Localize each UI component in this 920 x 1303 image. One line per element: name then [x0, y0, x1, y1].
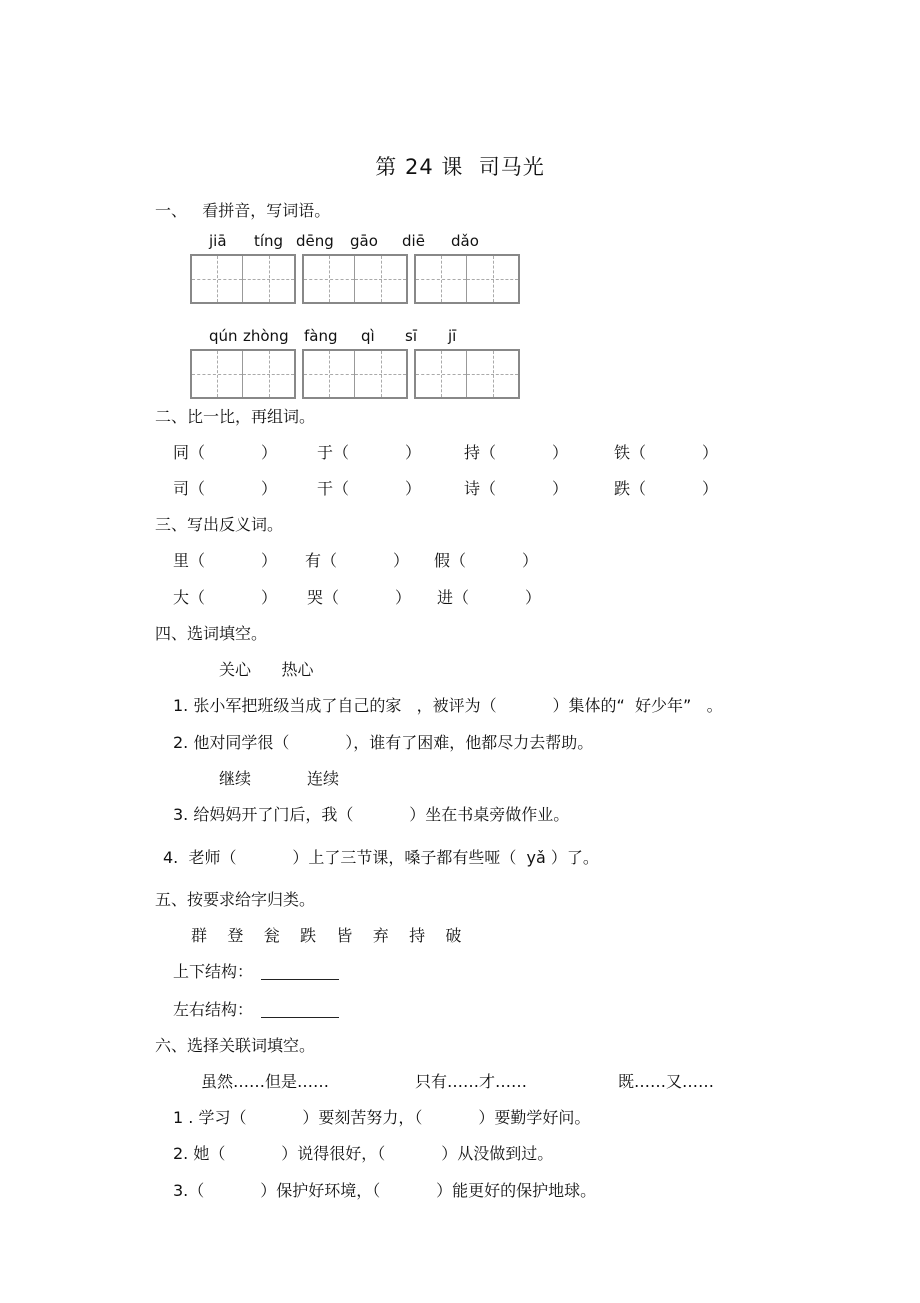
- pinyin: diē: [402, 232, 425, 250]
- answer-line[interactable]: [261, 965, 339, 980]
- antonym-item[interactable]: 大（ ）: [173, 588, 277, 607]
- antonym-item[interactable]: 里（ ）: [173, 551, 277, 570]
- question[interactable]: 1. 张小军把班级当成了自己的家 ，被评为（ ）集体的“ 好少年” 。: [173, 696, 723, 715]
- writing-grid-2[interactable]: [190, 349, 526, 399]
- section-2-heading: 二、比一比，再组词。: [155, 407, 316, 426]
- pinyin: dēng: [296, 232, 334, 250]
- word-choices: 关心 热心: [219, 660, 314, 679]
- char-list: 群 登 瓮 跌 皆 弃 持 破: [191, 926, 462, 945]
- category-label: 左右结构：: [173, 1002, 339, 1018]
- writing-grid-1[interactable]: [190, 254, 526, 304]
- page-title: 第 24 课 司马光: [375, 155, 545, 179]
- answer-line[interactable]: [261, 1003, 339, 1018]
- question[interactable]: 4. 老师（ ）上了三节课，嗓子都有些哑（ yǎ ）了。: [163, 848, 599, 867]
- antonym-item[interactable]: 哭（ ）: [307, 588, 411, 607]
- antonym-item[interactable]: 有（ ）: [305, 551, 409, 570]
- antonym-item[interactable]: 假（ ）: [434, 551, 538, 570]
- section-6-heading: 六、选择关联词填空。: [155, 1036, 316, 1055]
- pinyin: fàng: [304, 327, 338, 345]
- compare-item[interactable]: 跌（ ）: [614, 479, 718, 498]
- pinyin: zhòng: [243, 327, 289, 345]
- compare-item[interactable]: 司（ ）: [173, 479, 277, 498]
- conjunction-option: 既……又……: [618, 1072, 715, 1091]
- compare-item[interactable]: 持（ ）: [464, 443, 568, 462]
- compare-item[interactable]: 干（ ）: [317, 479, 421, 498]
- pinyin: dǎo: [451, 232, 479, 250]
- question[interactable]: 2. 她（ ）说得很好，（ ）从没做到过。: [173, 1144, 554, 1163]
- pinyin: jiā: [209, 232, 227, 250]
- compare-item[interactable]: 铁（ ）: [614, 443, 718, 462]
- section-4-heading: 四、选词填空。: [155, 624, 268, 643]
- question[interactable]: 3. 给妈妈开了门后，我（ ）坐在书桌旁做作业。: [173, 805, 570, 824]
- category-label: 上下结构：: [173, 964, 339, 980]
- section-5-heading: 五、按要求给字归类。: [155, 890, 316, 909]
- compare-item[interactable]: 同（ ）: [173, 443, 277, 462]
- question[interactable]: 3.（ ）保护好环境，（ ）能更好的保护地球。: [173, 1181, 597, 1200]
- conjunction-option: 虽然……但是……: [201, 1072, 330, 1091]
- question[interactable]: 1 . 学习（ ）要刻苦努力，（ ）要勤学好问。: [173, 1108, 591, 1127]
- antonym-item[interactable]: 进（ ）: [437, 588, 541, 607]
- section-3-heading: 三、写出反义词。: [155, 515, 284, 534]
- question[interactable]: 2. 他对同学很（ ），谁有了困难，他都尽力去帮助。: [173, 733, 594, 752]
- compare-item[interactable]: 诗（ ）: [464, 479, 568, 498]
- pinyin: sī: [405, 327, 417, 345]
- word-choices: 继续 连续: [219, 769, 339, 788]
- pinyin: qún: [209, 327, 238, 345]
- compare-item[interactable]: 于（ ）: [317, 443, 421, 462]
- conjunction-option: 只有……才……: [415, 1072, 528, 1091]
- pinyin: tíng: [254, 232, 284, 250]
- pinyin: qì: [361, 327, 375, 345]
- section-1-heading: 一、 看拼音，写词语。: [155, 201, 331, 220]
- pinyin: gāo: [350, 232, 378, 250]
- pinyin: jī: [448, 327, 457, 345]
